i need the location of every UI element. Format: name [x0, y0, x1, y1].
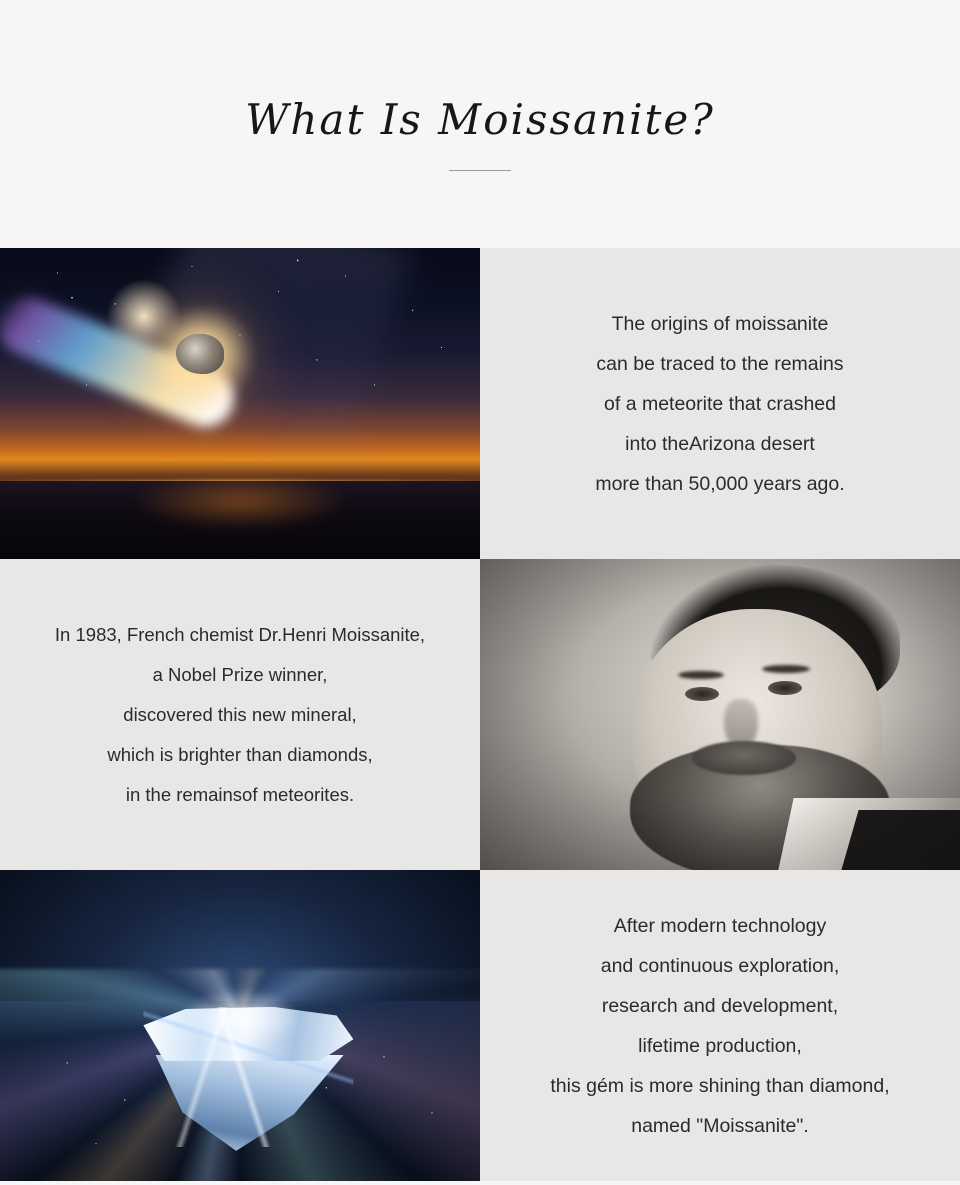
text-line: The origins of moissanite: [611, 312, 829, 335]
text-line: In 1983, French chemist Dr.Henri Moissanite,: [54, 623, 426, 645]
text-line: After modern technology: [613, 914, 827, 937]
text-line: more than 50,000 years ago.: [595, 472, 845, 495]
henri-moissan-portrait-image: [480, 559, 960, 870]
meteor-head-decoration: [176, 334, 224, 374]
text-line: discovered this new mineral,: [123, 703, 357, 725]
text-line: lifetime production,: [638, 1034, 802, 1057]
text-line: and continuous exploration,: [600, 954, 840, 977]
title-divider: [449, 170, 511, 171]
sunset-reflection-decoration: [134, 473, 345, 529]
page-title: What Is Moissanite?: [245, 95, 715, 144]
gem-highlight-decoration: [180, 988, 300, 1048]
moissanite-gemstone-image: [0, 870, 480, 1181]
page-header: [0, 0, 960, 248]
text-line: this gém is more shining than diamond,: [550, 1074, 890, 1097]
discovery-text-panel: [0, 559, 480, 870]
text-line: can be traced to the remains: [596, 352, 844, 375]
text-line: in the remainsof meteorites.: [125, 783, 355, 805]
content-grid: [0, 248, 960, 1181]
portrait-vignette-decoration: [480, 559, 960, 870]
text-line: a Nobel Prize winner,: [152, 663, 328, 685]
origins-text-panel: [480, 248, 960, 559]
text-line: research and development,: [601, 994, 839, 1017]
text-line: into theArizona desert: [625, 432, 815, 455]
text-line: of a meteorite that crashed: [604, 392, 836, 415]
text-line: named "Moissanite".: [631, 1114, 809, 1137]
modern-technology-text-panel: [480, 870, 960, 1181]
text-line: which is brighter than diamonds,: [107, 743, 373, 765]
meteor-over-ocean-image: [0, 248, 480, 559]
